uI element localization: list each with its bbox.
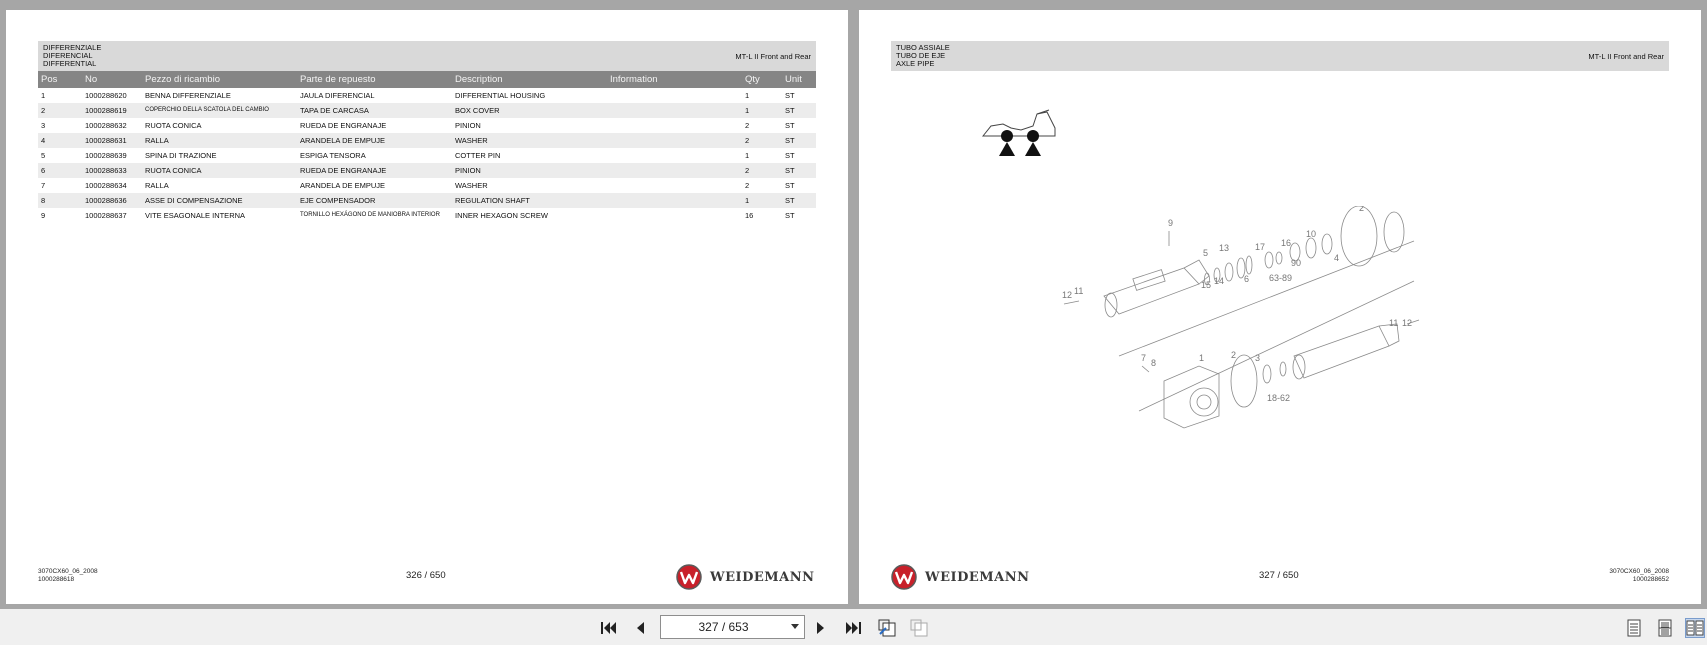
section-name-es: DIFERENCIAL: [43, 51, 93, 60]
brand-name: WEIDEMANN: [710, 569, 815, 585]
next-page-icon: [814, 620, 828, 636]
diagram-callout: 18-62: [1267, 393, 1291, 403]
cell-es: ARANDELA DE EMPUJE: [300, 181, 386, 190]
cell-no: 1000288634: [85, 181, 127, 190]
col-no: No: [85, 74, 98, 85]
table-row: [38, 163, 816, 178]
cell-unit: ST: [785, 106, 795, 115]
cell-pos: 9: [41, 211, 46, 220]
cell-en: WASHER: [455, 181, 488, 190]
section-name-en: AXLE PIPE: [896, 59, 935, 68]
cell-unit: ST: [785, 151, 795, 160]
last-page-button[interactable]: [843, 618, 863, 638]
facing-pages-view-icon: [1686, 619, 1704, 637]
diagram-callout: 12: [1402, 318, 1413, 328]
facing-pages-view-button[interactable]: [1685, 618, 1705, 638]
brand-name: WEIDEMANN: [925, 569, 1030, 585]
cell-en: COTTER PIN: [455, 151, 501, 160]
fit-width-button[interactable]: [909, 618, 929, 638]
doc-code: 3070CX60_06_2008: [1609, 568, 1669, 575]
cell-qty: 2: [745, 181, 750, 190]
previous-page-icon: [633, 620, 647, 636]
cell-qty: 1: [745, 151, 750, 160]
section-header: [38, 41, 816, 71]
fit-page-button[interactable]: [877, 618, 897, 638]
cell-it: COPERCHIO DELLA SCATOLA DEL CAMBIO: [145, 107, 269, 113]
continuous-view-icon: [1657, 619, 1673, 637]
cell-pos: 2: [41, 106, 46, 115]
table-row: [38, 133, 816, 148]
diagram-callout: 13: [1219, 243, 1230, 253]
diagram-callout: 90: [1291, 258, 1302, 268]
cell-unit: ST: [785, 166, 795, 175]
col-pos: Pos: [41, 74, 58, 85]
cell-en: WASHER: [455, 136, 488, 145]
single-page-view-button[interactable]: [1624, 618, 1644, 638]
table-row: [38, 118, 816, 133]
table-row: [38, 208, 816, 223]
diagram-callout: 11: [1074, 286, 1084, 296]
diagram-callout: 5: [1203, 248, 1209, 258]
diagram-callout: 3: [1255, 353, 1261, 363]
col-es: Parte de repuesto: [300, 74, 376, 85]
cell-es: TORNILLO HEXÁGONO DE MANIOBRA INTERIOR: [300, 212, 440, 218]
table-row: [38, 178, 816, 193]
footer-codes: [38, 568, 98, 584]
diagram-callout: 17: [1255, 242, 1266, 252]
diagram-callout: 15: [1201, 280, 1212, 290]
table-row: [38, 193, 816, 208]
axle-exploded-diagram: [1059, 206, 1459, 476]
diagram-callout: 12: [1062, 290, 1073, 300]
fit-page-icon: [877, 618, 897, 638]
cell-en: INNER HEXAGON SCREW: [455, 211, 548, 220]
cell-it: RALLA: [145, 136, 169, 145]
section-name-en: DIFFERENTIAL: [43, 59, 97, 68]
cell-qty: 2: [745, 136, 750, 145]
diagram-callout: 14: [1214, 276, 1225, 286]
diagram-callout: 16: [1281, 238, 1292, 248]
cell-it: BENNA DIFFERENZIALE: [145, 91, 231, 100]
cell-es: EJE COMPENSADOR: [300, 196, 376, 205]
cell-qty: 2: [745, 121, 750, 130]
cell-unit: ST: [785, 181, 795, 190]
diagram-callout: 7: [1141, 353, 1147, 363]
parts-table: [38, 71, 816, 223]
col-unit: Unit: [785, 74, 802, 85]
cell-en: PINION: [455, 166, 481, 175]
cell-es: TAPA DE CARCASA: [300, 106, 369, 115]
cell-no: 1000288631: [85, 136, 127, 145]
fit-width-icon: [909, 618, 929, 638]
section-names: [43, 44, 101, 68]
cell-pos: 8: [41, 196, 46, 205]
cell-pos: 3: [41, 121, 46, 130]
cell-en: DIFFERENTIAL HOUSING: [455, 91, 546, 100]
cell-no: 1000288639: [85, 151, 127, 160]
loader-silhouette-icon: [981, 106, 1061, 160]
cell-it: RALLA: [145, 181, 169, 190]
cell-es: ARANDELA DE EMPUJE: [300, 136, 386, 145]
cell-it: SPINA DI TRAZIONE: [145, 151, 217, 160]
cell-unit: ST: [785, 196, 795, 205]
cell-es: ESPIGA TENSORA: [300, 151, 366, 160]
diagram-callout: 11: [1389, 318, 1399, 328]
viewer-toolbar: [0, 609, 1707, 645]
cell-qty: 1: [745, 106, 750, 115]
last-page-icon: [844, 620, 862, 636]
cell-en: REGULATION SHAFT: [455, 196, 530, 205]
col-en: Description: [455, 74, 503, 85]
part-code: 1000288652: [1632, 576, 1669, 583]
section-name-es: TUBO DE EJE: [896, 51, 946, 60]
cell-qty: 1: [745, 196, 750, 205]
diagram-callout: 1: [1199, 353, 1205, 363]
model-label: MT-L II Front and Rear: [1588, 52, 1664, 61]
cell-unit: ST: [785, 91, 795, 100]
single-page-view-icon: [1626, 619, 1642, 637]
page-number: 327 / 650: [1259, 570, 1299, 581]
page-number-field[interactable]: [660, 615, 805, 639]
footer-codes: [1609, 568, 1669, 584]
cell-no: 1000288632: [85, 121, 127, 130]
table-row: [38, 103, 816, 118]
section-header: [891, 41, 1669, 71]
col-qty: Qty: [745, 74, 760, 85]
cell-es: RUEDA DE ENGRANAJE: [300, 166, 387, 175]
diagram-callout: 10: [1306, 229, 1317, 239]
diagram-callout: 2: [1231, 350, 1237, 360]
right-page: [859, 10, 1701, 604]
first-page-button[interactable]: [599, 618, 619, 638]
cell-unit: ST: [785, 136, 795, 145]
diagram-callout: 8: [1151, 358, 1157, 368]
doc-code: 3070CX60_06_2008: [38, 568, 98, 575]
cell-it: RUOTA CONICA: [145, 166, 202, 175]
cell-qty: 16: [745, 211, 754, 220]
diagram-callout: 9: [1168, 218, 1174, 228]
part-code: 1000288618: [38, 576, 75, 583]
weidemann-logo-icon: [676, 564, 702, 590]
col-info: Information: [610, 74, 658, 85]
cell-no: 1000288619: [85, 106, 127, 115]
table-row: [38, 88, 816, 103]
previous-page-button[interactable]: [630, 618, 650, 638]
cell-pos: 7: [41, 181, 46, 190]
section-names: [896, 44, 950, 68]
cell-es: RUEDA DE ENGRANAJE: [300, 121, 387, 130]
diagram-callout: 4: [1334, 253, 1340, 263]
page-indicator: 327 / 653: [698, 620, 749, 634]
cell-it: ASSE DI COMPENSAZIONE: [145, 196, 243, 205]
brand-logo: [676, 564, 815, 590]
cell-it: VITE ESAGONALE INTERNA: [145, 211, 246, 220]
brand-logo: [891, 564, 1030, 590]
page-number: 326 / 650: [406, 570, 446, 581]
cell-en: BOX COVER: [455, 106, 500, 115]
cell-qty: 2: [745, 166, 750, 175]
section-name-it: TUBO ASSIALE: [896, 43, 950, 52]
cell-pos: 5: [41, 151, 46, 160]
cell-en: PINION: [455, 121, 481, 130]
cell-unit: ST: [785, 211, 795, 220]
cell-no: 1000288637: [85, 211, 127, 220]
chevron-down-icon[interactable]: [791, 624, 799, 630]
cell-no: 1000288620: [85, 91, 127, 100]
diagram-callout: 63-89: [1269, 273, 1293, 283]
first-page-icon: [600, 620, 618, 636]
diagram-callout: 6: [1244, 274, 1250, 284]
diagram-callout: 2: [1359, 206, 1365, 213]
cell-unit: ST: [785, 121, 795, 130]
left-page: [6, 10, 848, 604]
continuous-view-button[interactable]: [1655, 618, 1675, 638]
cell-pos: 4: [41, 136, 46, 145]
cell-qty: 1: [745, 91, 750, 100]
weidemann-logo-icon: [891, 564, 917, 590]
model-label: MT-L II Front and Rear: [735, 52, 811, 61]
cell-pos: 1: [41, 91, 46, 100]
cell-it: RUOTA CONICA: [145, 121, 202, 130]
next-page-button[interactable]: [811, 618, 831, 638]
section-name-it: DIFFERENZIALE: [43, 43, 102, 52]
cell-es: JAULA DIFERENCIAL: [300, 91, 375, 100]
table-row: [38, 148, 816, 163]
cell-pos: 6: [41, 166, 46, 175]
cell-no: 1000288633: [85, 166, 127, 175]
cell-no: 1000288636: [85, 196, 127, 205]
col-it: Pezzo di ricambio: [145, 74, 220, 85]
table-header: [38, 71, 816, 88]
